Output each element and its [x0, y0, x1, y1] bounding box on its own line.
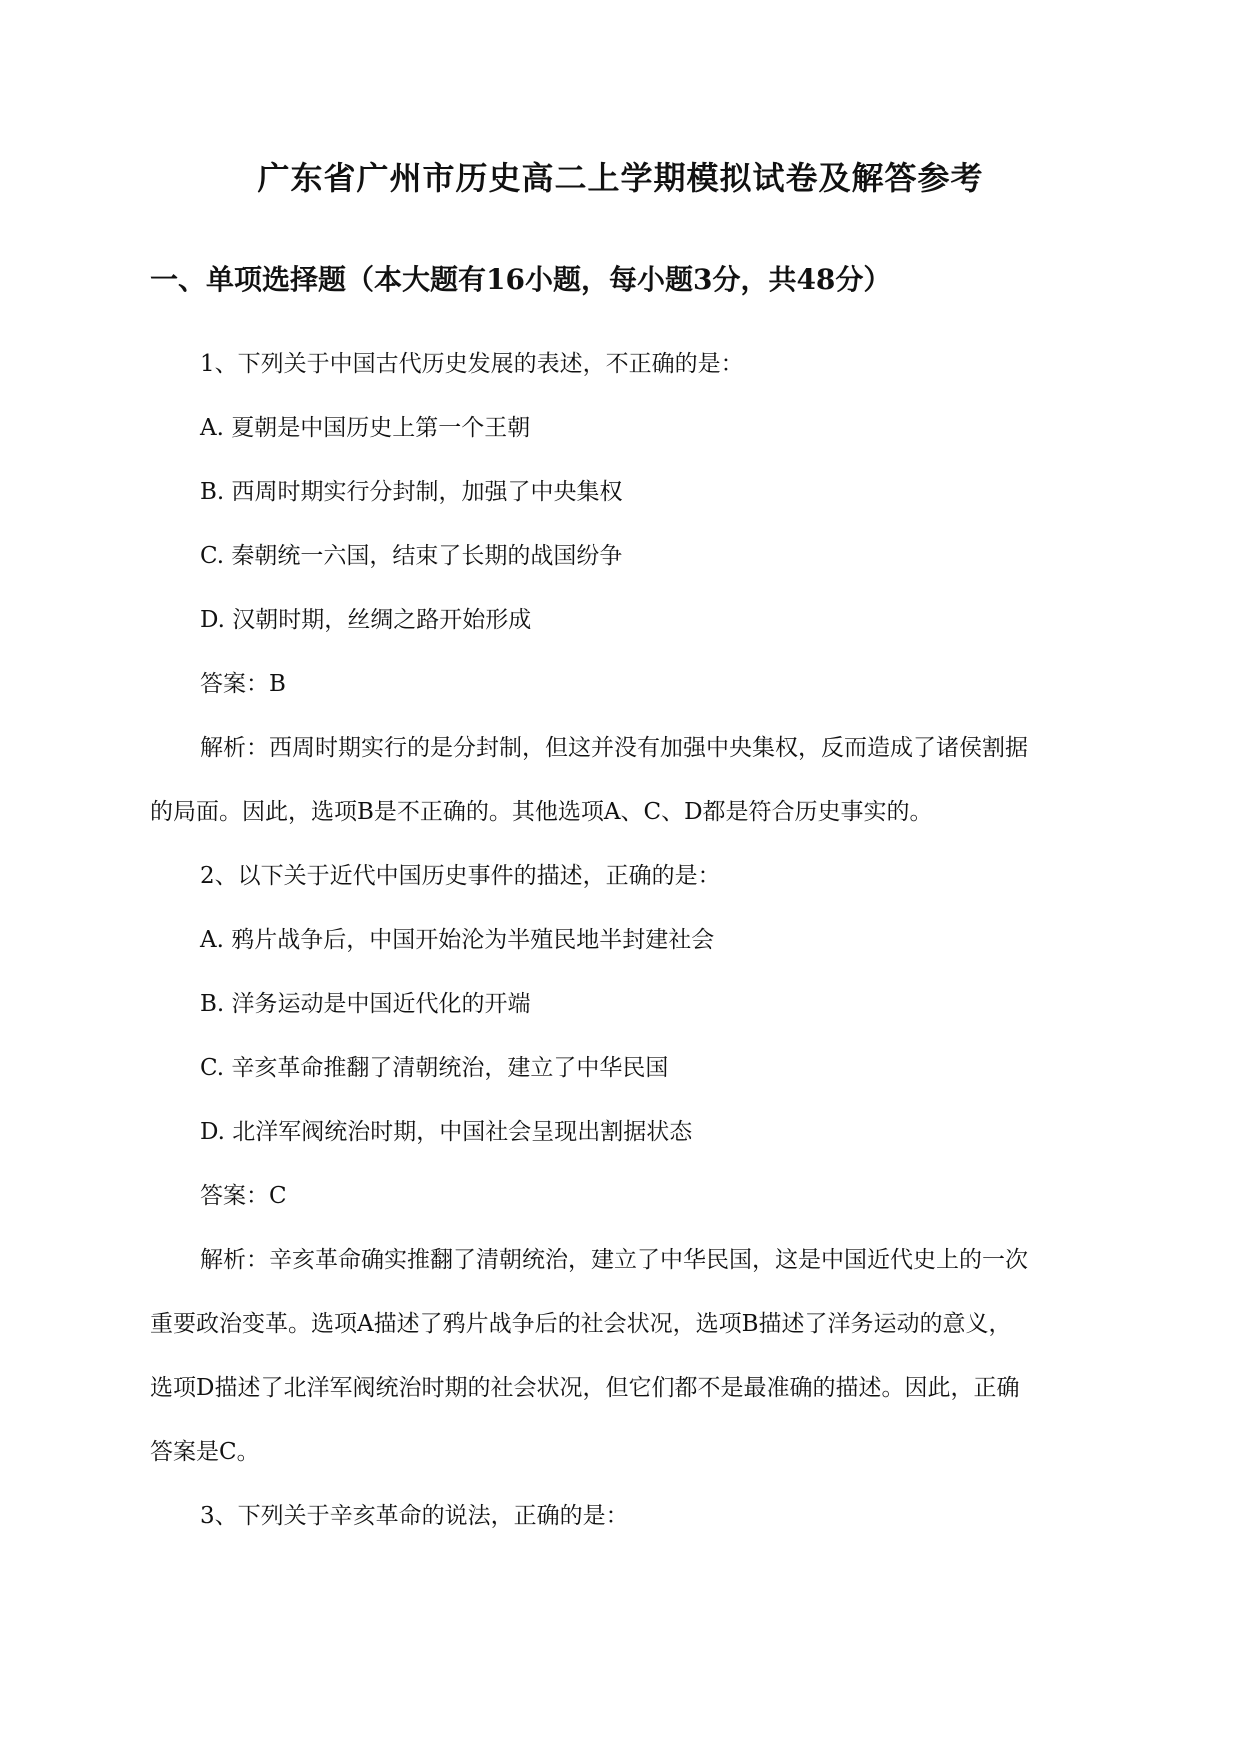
question-1-analysis-line-2: 的局面。因此，选项B是不正确的。其他选项A、C、D都是符合历史事实的。 — [150, 799, 933, 825]
question-3-stem: 3、下列关于辛亥革命的说法，正确的是： — [200, 1503, 629, 1529]
question-2-analysis-line-1: 解析：辛亥革命确实推翻了清朝统治，建立了中华民国，这是中国近代史上的一次 — [200, 1247, 1028, 1273]
question-2-option-c: C. 辛亥革命推翻了清朝统治，建立了中华民国 — [200, 1055, 669, 1081]
question-1-analysis-line-1: 解析：西周时期实行的是分封制，但这并没有加强中央集权，反而造成了诸侯割据 — [200, 735, 1028, 761]
question-2-option-d: D. 北洋军阀统治时期，中国社会呈现出割据状态 — [200, 1119, 693, 1145]
question-1-stem: 1、下列关于中国古代历史发展的表述，不正确的是： — [200, 351, 744, 377]
section-heading: 一、单项选择题（本大题有16小题，每小题3分，共48分） — [150, 263, 892, 296]
question-2-analysis-line-4: 答案是C。 — [150, 1439, 260, 1465]
question-1-option-d: D. 汉朝时期，丝绸之路开始形成 — [200, 607, 532, 633]
document-title: 广东省广州市历史高二上学期模拟试卷及解答参考 — [257, 159, 984, 197]
question-1-option-c: C. 秦朝统一六国，结束了长期的战国纷争 — [200, 543, 623, 569]
question-2-analysis-line-3: 选项D描述了北洋军阀统治时期的社会状况，但它们都不是最准确的描述。因此，正确 — [150, 1375, 1020, 1401]
question-1-option-a: A. 夏朝是中国历史上第一个王朝 — [200, 415, 531, 441]
question-1-option-b: B. 西周时期实行分封制，加强了中央集权 — [200, 479, 623, 505]
question-2-answer: 答案：C — [200, 1183, 287, 1209]
question-2-option-b: B. 洋务运动是中国近代化的开端 — [200, 991, 531, 1017]
question-1-answer: 答案：B — [200, 671, 286, 697]
question-2-stem: 2、以下关于近代中国历史事件的描述，正确的是： — [200, 863, 721, 889]
question-2-option-a: A. 鸦片战争后，中国开始沦为半殖民地半封建社会 — [200, 927, 715, 953]
question-2-analysis-line-2: 重要政治变革。选项A描述了鸦片战争后的社会状况，选项B描述了洋务运动的意义， — [150, 1311, 1012, 1337]
